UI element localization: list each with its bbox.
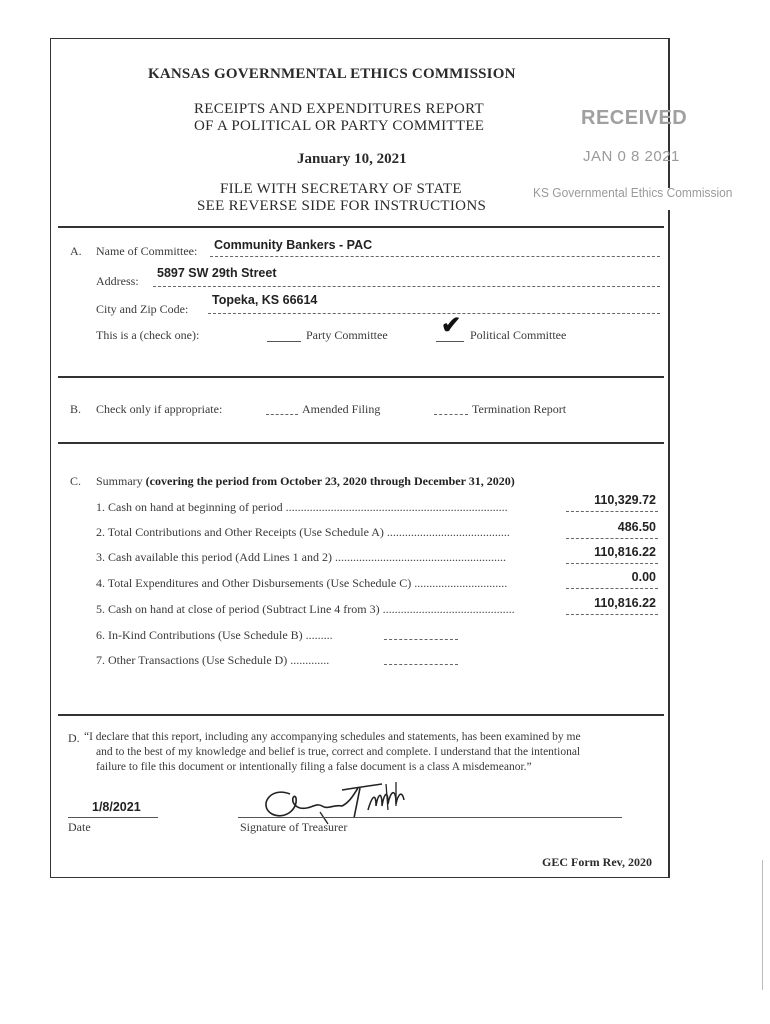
checkmark-icon: ✔	[441, 313, 462, 339]
date-line	[68, 817, 158, 818]
summary-line-7-underline	[384, 664, 458, 665]
party-committee-label: Party Committee	[306, 328, 388, 342]
amended-filing-label: Amended Filing	[302, 402, 381, 416]
declaration-line-1: “I declare that this report, including any accompanying schedules and statements, has been examined by me	[84, 731, 581, 743]
page-edge-scan	[762, 860, 763, 990]
declaration-line-2: and to the best of my knowledge and belief is true, correct and complete. I understand that the intentional	[96, 746, 581, 758]
summary-line-6-underline	[384, 639, 458, 640]
treasurer-signature	[250, 776, 430, 826]
party-committee-checkbox[interactable]	[267, 341, 301, 342]
city-zip-label: City and Zip Code:	[96, 302, 189, 316]
political-committee-label: Political Committee	[470, 328, 567, 342]
summary-period: (covering the period from October 23, 2020 through December 31, 2020)	[145, 474, 515, 488]
address-value: 5897 SW 29th Street	[157, 266, 277, 280]
committee-name-value: Community Bankers - PAC	[214, 238, 373, 252]
city-zip-value: Topeka, KS 66614	[212, 293, 318, 307]
section-c-letter: C.	[70, 474, 82, 488]
section-divider-b	[58, 376, 664, 378]
report-date: January 10, 2021	[297, 151, 407, 167]
file-instruction-line2: SEE REVERSE SIDE FOR INSTRUCTIONS	[197, 198, 487, 214]
summary-line-1-underline	[566, 511, 658, 512]
report-title-line1: RECEIPTS AND EXPENDITURES REPORT	[194, 101, 484, 117]
section-b-letter: B.	[70, 402, 82, 416]
received-stamp: RECEIVED	[581, 107, 688, 129]
termination-report-label: Termination Report	[472, 402, 567, 416]
file-instruction-line1: FILE WITH SECRETARY OF STATE	[220, 181, 462, 197]
signature-date-value: 1/8/2021	[92, 800, 141, 814]
received-stamp-agency: KS Governmental Ethics Commission	[533, 185, 733, 200]
summary-line-5-amount: 110,816.22	[594, 596, 656, 610]
address-label: Address:	[96, 274, 139, 288]
summary-prefix: Summary	[96, 474, 146, 488]
address-line	[153, 286, 660, 287]
declaration-line-3: failure to file this document or intentionally filing a false document is a class A misdemeanor.”	[96, 761, 532, 773]
summary-line-6-label: 6. In-Kind Contributions (Use Schedule B) .........	[96, 628, 333, 642]
date-label: Date	[68, 820, 91, 834]
summary-line-4-underline	[566, 588, 658, 589]
summary-line-2-amount: 486.50	[617, 520, 656, 534]
summary-line-5-label: 5. Cash on hand at close of period (Subtract Line 4 from 3) ............................................	[96, 602, 515, 616]
summary-line-7-label: 7. Other Transactions (Use Schedule D) .............	[96, 653, 330, 667]
summary-line-2-underline	[566, 538, 658, 539]
agency-title: KANSAS GOVERNMENTAL ETHICS COMMISSION	[148, 66, 516, 82]
section-divider-d	[58, 714, 664, 716]
signature-label: Signature of Treasurer	[240, 820, 348, 834]
summary-line-4-amount: 0.00	[631, 570, 656, 584]
summary-line-3-underline	[566, 563, 658, 564]
committee-type-label: This is a (check one):	[96, 328, 200, 342]
summary-line-1-label: 1. Cash on hand at beginning of period ..........................................................................	[96, 500, 508, 514]
summary-heading	[96, 474, 515, 489]
termination-report-checkbox[interactable]	[434, 414, 468, 415]
section-d-letter: D.	[68, 731, 80, 745]
section-divider-a	[58, 226, 664, 228]
summary-line-3-amount: 110,816.22	[594, 545, 656, 559]
committee-name-line	[210, 256, 660, 257]
form-revision: GEC Form Rev, 2020	[542, 855, 652, 869]
political-committee-checkbox[interactable]	[436, 341, 464, 342]
received-stamp-date: JAN 0 8 2021	[583, 148, 680, 165]
right-frame-edge-lower	[668, 210, 670, 878]
section-a-letter: A.	[70, 244, 82, 258]
summary-line-5-underline	[566, 614, 658, 615]
committee-name-label: Name of Committee:	[96, 244, 198, 258]
signature-line	[238, 817, 622, 818]
summary-line-1-amount: 110,329.72	[594, 493, 656, 507]
check-appropriate-label: Check only if appropriate:	[96, 402, 223, 416]
summary-line-3-label: 3. Cash available this period (Add Lines 1 and 2) .........................................................	[96, 550, 506, 564]
section-divider-c	[58, 442, 664, 444]
city-zip-line	[208, 313, 660, 314]
summary-line-2-label: 2. Total Contributions and Other Receipts (Use Schedule A) .........................................	[96, 525, 510, 539]
summary-line-4-label: 4. Total Expenditures and Other Disbursements (Use Schedule C) ...............................	[96, 576, 508, 590]
report-title-line2: OF A POLITICAL OR PARTY COMMITTEE	[194, 118, 485, 134]
amended-filing-checkbox[interactable]	[266, 414, 298, 415]
